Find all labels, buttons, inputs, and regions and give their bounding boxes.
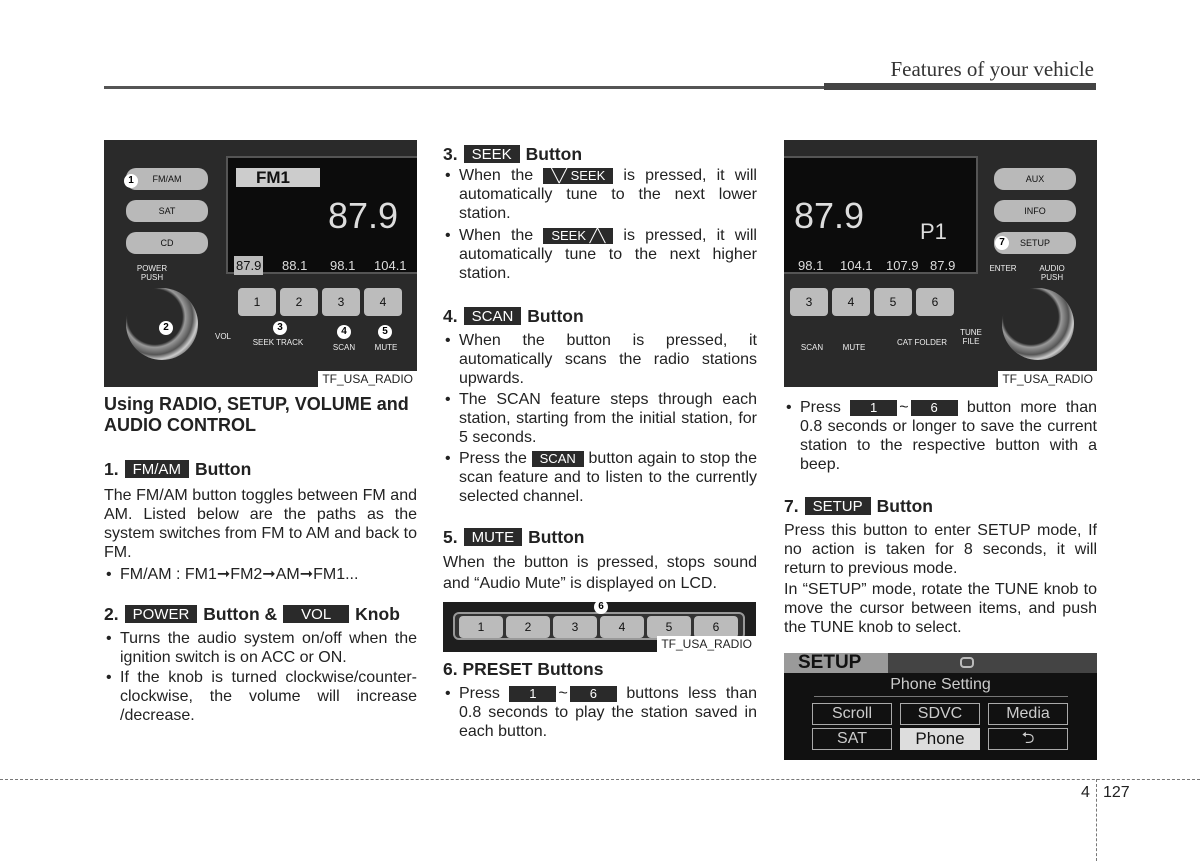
image-caption: TF_USA_RADIO bbox=[318, 371, 417, 387]
item-label-2: Knob bbox=[355, 604, 400, 624]
header-rule-accent bbox=[824, 83, 1096, 90]
callout-5: 5 bbox=[378, 325, 392, 339]
preset-1[interactable]: 1 bbox=[459, 616, 503, 638]
item-label: Button bbox=[527, 306, 584, 326]
save-preset-bullet bbox=[784, 398, 1097, 474]
tune-knob[interactable] bbox=[1002, 288, 1074, 360]
text: Press bbox=[459, 685, 500, 702]
item-5-text: When the button is pressed, stops sound and “Audio Mute” is displayed on LCD. bbox=[443, 554, 757, 592]
callout-1: 1 bbox=[124, 174, 138, 188]
menu-item-sat[interactable]: SAT bbox=[812, 728, 892, 750]
preset-key-1: 1 bbox=[850, 400, 897, 416]
callout-3: 3 bbox=[273, 321, 287, 335]
setup-divider bbox=[814, 696, 1068, 697]
preset-button-1[interactable]: 1 bbox=[238, 288, 276, 316]
fm-am-button[interactable]: FM/AM bbox=[126, 168, 208, 190]
preset-freq-2: 104.1 bbox=[840, 258, 873, 273]
text: Press bbox=[800, 399, 841, 416]
text: Press the bbox=[459, 450, 527, 467]
callout-6: 6 bbox=[594, 602, 608, 614]
preset-freq-2: 88.1 bbox=[282, 258, 308, 273]
callout-4: 4 bbox=[337, 325, 351, 339]
page-number: 127 bbox=[1103, 784, 1130, 801]
preset-freq-3: 107.9 bbox=[886, 258, 919, 273]
preset-button-2[interactable]: 2 bbox=[280, 288, 318, 316]
item-7-text-2: In “SETUP” mode, rotate the TUNE knob to move the cursor between items, and push the TUNE knob to select. bbox=[784, 581, 1097, 636]
radio-panel-image-left bbox=[104, 140, 417, 387]
preset-freq-1: 87.9 bbox=[236, 258, 262, 273]
setup-screen-title: SETUP bbox=[784, 653, 888, 673]
tilde: ~ bbox=[899, 399, 909, 416]
footer-vertical-rule bbox=[1096, 779, 1097, 861]
sat-button[interactable]: SAT bbox=[126, 200, 208, 222]
item-1-heading bbox=[104, 458, 417, 480]
setup-screen-subtitle: Phone Setting bbox=[890, 676, 991, 693]
item-label: Button bbox=[876, 496, 933, 516]
preset-key-6: 6 bbox=[570, 686, 617, 702]
item-1-text: The FM/AM button toggles between FM and AM. Listed below are the paths as the system switches from FM to AM and back to FM. bbox=[104, 487, 417, 561]
text: is pressed, it will automatically tune to the next lower station. bbox=[459, 167, 757, 222]
preset-freq-4: 104.1 bbox=[374, 258, 407, 273]
item-label: Button & bbox=[203, 604, 278, 624]
preset-button-4[interactable]: 4 bbox=[832, 288, 870, 316]
text: is pressed, it will automatically tune to the next higher station. bbox=[459, 227, 757, 282]
text: buttons less than 0.8 seconds to play the station saved in each button. bbox=[459, 685, 757, 740]
preset-3[interactable]: 3 bbox=[553, 616, 597, 638]
text: When the bbox=[459, 227, 534, 244]
vol-label: VOL bbox=[214, 332, 231, 341]
preset-indicator: P1 bbox=[920, 219, 947, 244]
setup-button[interactable]: SETUP bbox=[994, 232, 1076, 254]
info-button[interactable]: INFO bbox=[994, 200, 1076, 222]
frequency-display: 87.9 bbox=[794, 195, 865, 236]
item-1-bullet: • FM/AM : FM1➞FM2➞AM➞FM1... bbox=[104, 565, 417, 584]
scan-button[interactable]: SCAN bbox=[800, 343, 824, 352]
preset-5[interactable]: 5 bbox=[647, 616, 691, 638]
item-2-bullet-1: • Turns the audio system on/off when the ignition switch is on ACC or ON. bbox=[104, 629, 417, 667]
audio-push-label: AUDIO PUSH bbox=[1039, 264, 1065, 282]
column-right bbox=[784, 140, 1097, 760]
item-4-heading bbox=[443, 305, 757, 327]
menu-item-scroll[interactable]: Scroll bbox=[812, 703, 892, 725]
bluetooth-icon bbox=[960, 657, 974, 668]
tilde: ~ bbox=[558, 685, 568, 702]
item-number: 1. bbox=[104, 459, 119, 479]
preset-freq-1: 98.1 bbox=[798, 258, 824, 273]
preset-freq-4: 87.9 bbox=[930, 258, 956, 273]
preset-button-6[interactable]: 6 bbox=[916, 288, 954, 316]
item-7-text-1: Press this button to enter SETUP mode, If no action is taken for 8 seconds, it will return to previous mode. bbox=[784, 522, 1097, 577]
item-3-bullet-2 bbox=[443, 226, 757, 283]
item-number: 2. bbox=[104, 604, 119, 624]
text: button again to stop the scan feature and to listen to the currently selected channel. bbox=[459, 450, 757, 505]
image-caption: TF_USA_RADIO bbox=[657, 636, 756, 652]
aux-button[interactable]: AUX bbox=[994, 168, 1076, 190]
band-label: FM1 bbox=[236, 168, 320, 187]
scan-key-inline: SCAN bbox=[532, 451, 584, 467]
item-4-bullet-3 bbox=[443, 449, 757, 506]
radio-panel-image-right bbox=[784, 140, 1097, 387]
mute-key: MUTE bbox=[464, 528, 523, 546]
scan-key: SCAN bbox=[464, 307, 522, 325]
radio-lcd-right bbox=[784, 156, 978, 274]
callout-7: 7 bbox=[995, 236, 1009, 250]
preset-4[interactable]: 4 bbox=[600, 616, 644, 638]
fm-am-key: FM/AM bbox=[125, 460, 189, 478]
frequency-display: 87.9 bbox=[328, 195, 399, 236]
seek-key: SEEK bbox=[464, 145, 520, 163]
text: When the bbox=[459, 167, 534, 184]
section-heading: Using RADIO, SETUP, VOLUME and AUDIO CONTROL bbox=[104, 394, 409, 435]
callout-2: 2 bbox=[159, 321, 173, 335]
item-5-heading bbox=[443, 526, 757, 548]
preset-button-3[interactable]: 3 bbox=[790, 288, 828, 316]
preset-freq-3: 98.1 bbox=[330, 258, 356, 273]
column-middle bbox=[443, 140, 757, 741]
item-number: 3. bbox=[443, 144, 458, 164]
seek-track-button[interactable]: SEEK TRACK bbox=[252, 338, 304, 347]
preset-key-1: 1 bbox=[509, 686, 556, 702]
item-label: Button bbox=[525, 144, 583, 164]
preset-6[interactable]: 6 bbox=[694, 616, 738, 638]
vol-key: VOL bbox=[283, 605, 349, 623]
item-label: Button bbox=[194, 459, 252, 479]
column-left bbox=[104, 140, 417, 725]
preset-button-3[interactable]: 3 bbox=[322, 288, 360, 316]
radio-lcd bbox=[226, 156, 417, 274]
tune-file-label: TUNE FILE bbox=[960, 328, 982, 346]
preset-key-6: 6 bbox=[911, 400, 958, 416]
item-number: 5. bbox=[443, 527, 458, 547]
scan-button[interactable]: SCAN bbox=[332, 343, 356, 352]
text: button more than 0.8 seconds or longer to save the current station to the respective button with a beep. bbox=[800, 399, 1097, 473]
item-6-bullet bbox=[443, 684, 757, 741]
menu-item-media[interactable]: Media bbox=[988, 703, 1068, 725]
item-number: 4. bbox=[443, 306, 458, 326]
page-header-title: Features of your vehicle bbox=[890, 57, 1094, 81]
back-icon[interactable]: ⮌ bbox=[988, 728, 1068, 750]
setup-screen-image bbox=[784, 653, 1097, 760]
item-2-heading bbox=[104, 603, 417, 625]
power-push-label: POWER PUSH bbox=[136, 264, 168, 282]
item-label: Button bbox=[528, 527, 585, 547]
item-3-heading bbox=[443, 143, 757, 165]
item-7-heading bbox=[784, 495, 1097, 517]
image-caption: TF_USA_RADIO bbox=[998, 371, 1097, 387]
footer-rule bbox=[0, 779, 1200, 780]
item-4-bullet-1: • When the button is pressed, it automatically scans the radio stations upwards. bbox=[443, 331, 757, 388]
preset-button-4[interactable]: 4 bbox=[364, 288, 402, 316]
item-6-heading: 6. PRESET Buttons bbox=[443, 659, 604, 679]
power-key: POWER bbox=[125, 605, 198, 623]
preset-buttons-image bbox=[443, 602, 756, 652]
item-number: 7. bbox=[784, 496, 799, 516]
mute-button[interactable]: MUTE bbox=[842, 343, 866, 352]
cd-button[interactable]: CD bbox=[126, 232, 208, 254]
seek-down-key: ╲╱ SEEK bbox=[543, 168, 613, 184]
cat-folder-button[interactable]: CAT FOLDER bbox=[897, 338, 947, 347]
item-2-bullet-2: • If the knob is turned clockwise/counter-clockwise, the volume will increase /decrease. bbox=[104, 668, 417, 725]
section-number: 4 bbox=[1081, 784, 1090, 801]
item-4-bullet-2: • The SCAN feature steps through each station, starting from the initial station, for 5 seconds. bbox=[443, 390, 757, 447]
preset-2[interactable]: 2 bbox=[506, 616, 550, 638]
enter-label: ENTER bbox=[989, 264, 1017, 273]
setup-key: SETUP bbox=[805, 497, 871, 515]
menu-item-phone[interactable]: Phone bbox=[900, 728, 980, 750]
mute-button[interactable]: MUTE bbox=[374, 343, 398, 352]
preset-button-5[interactable]: 5 bbox=[874, 288, 912, 316]
item-3-bullet-1 bbox=[443, 166, 757, 223]
menu-item-sdvc[interactable]: SDVC bbox=[900, 703, 980, 725]
seek-up-key: SEEK ╱╲ bbox=[543, 228, 613, 244]
